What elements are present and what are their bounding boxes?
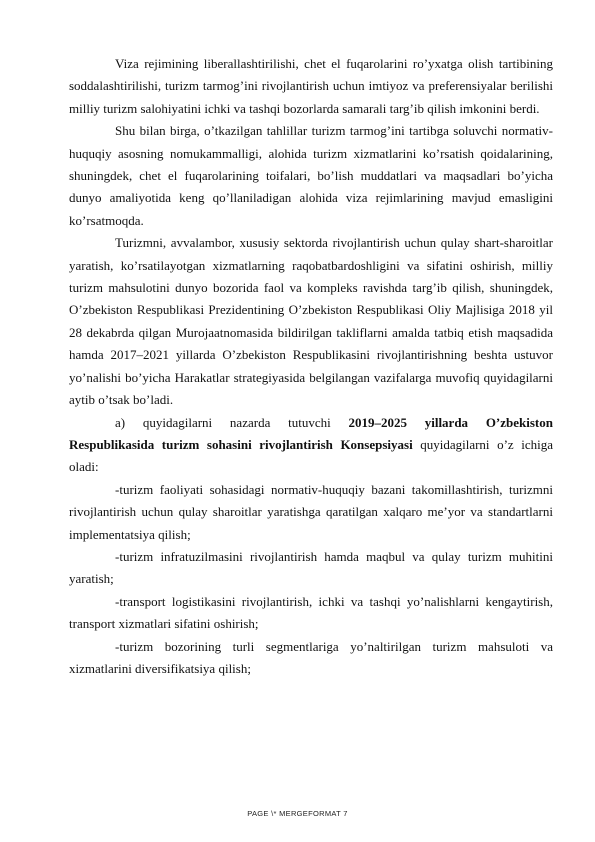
concept-intro-after: quyidagilarni o’z ichiga oladi: <box>69 436 553 475</box>
list-item-transport-logistics: -transport logistikasini rivojlantirish, ichki va tashqi yo’nalishlarni kengaytirish, transport xizmatlari sifatini oshirish; <box>69 593 553 632</box>
list-item-legal-base: -turizm faoliyati sohasidagi normativ-huquqiy bazani takomillashtirish, turizmni rivojlantirish uchun qulay sharoitlar yaratishga qaratilgan xalqaro me’yor va standartlarni implementatsiya qilish; <box>69 481 553 542</box>
document-body <box>69 53 553 680</box>
paragraph-visa-liberalization: Viza rejimining liberallashtirilishi, chet el fuqarolarini ro’yxatga olish tartibining soddalashtirilishi, turizm tarmog’ini rivojlantirish uchun imtiyoz va preferensiyalar berilishi milliy turizm salohiyatini ichki va tashqi bozorlarda samarali targ’ib qilish imkonini berdi. <box>69 56 553 116</box>
paragraph-tourism-development: Turizmni, avvalambor, xususiy sektorda rivojlantirish uchun qulay shart-sharoitlar yaratish, ko’rsatilayotgan xizmatlarning raqobatbardoshligini va sifatini oshirish, milliy turizm mahsulotini dunyo bozorida faol va kompleks ravishda targ’ib qilish, shuningdek, O’zbekiston Respublikasi Prezidentining O’zbekiston Respublikasi Oliy Majlisiga 2018 yil 28 dekabrda qilgan Murojaatnomasida bildirilgan takliflarni amalda tatbiq etish maqsadida hamda 2017–2021 yillarda O’zbekiston Respublikasini rivojlantirishning beshta ustuvor yo’nalishi bo’yicha Harakatlar strategiyasida belgilangan vazifalarga muvofiq quyidagilarni aytib o’tsak bo’ladi. <box>69 235 553 408</box>
page-footer: PAGE \* MERGEFORMAT 7 <box>247 809 348 818</box>
concept-intro-before: a) quyidagilarni nazarda tutuvchi <box>115 414 349 430</box>
list-item-diversification: -turizm bozorining turli segmentlariga yo’naltirilgan turizm mahsuloti va xizmatlarini diversifikatsiya qilish; <box>69 638 553 676</box>
list-item-infrastructure: -turizm infratuzilmasini rivojlantirish hamda maqbul va qulay turizm muhitini yaratish; <box>69 548 553 587</box>
paragraph-analysis-findings: Shu bilan birga, o’tkazilgan tahlillar turizm tarmog’ini tartibga soluvchi normativ-huquqiy asosning nomukammalligi, alohida turizm xizmatlarini ko’rsatish qoidalarining, shuningdek, chet el fuqarolarining toifalari, bo’lish muddatlari va maqsadlari bo’yicha dunyo amaliyotida keng qo’llaniladigan alohida viza rejimlarining mavjud emasligini ko’rsatmoqda. <box>69 123 553 228</box>
paragraph-concept-intro <box>69 412 553 479</box>
concept-title-bold: 2019–2025 yillarda O’zbekiston Respublikasida turizm sohasini rivojlantirish Konsepsiyasi <box>69 414 553 452</box>
